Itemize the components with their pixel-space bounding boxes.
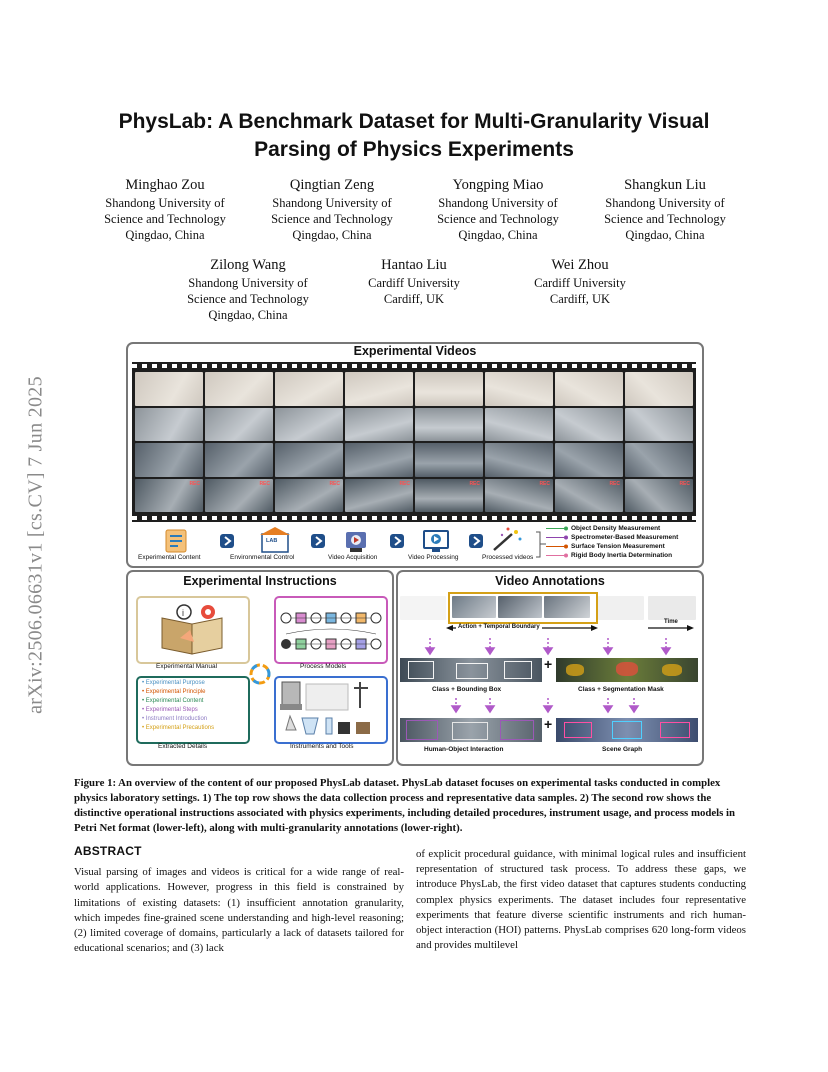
pipeline-row	[128, 526, 702, 564]
video-frame-thumbnail	[135, 372, 203, 406]
title-line-1: PhysLab: A Benchmark Dataset for Multi-Granularity Visual	[118, 110, 710, 133]
hoi-label: Human-Object Interaction	[424, 746, 504, 753]
video-frame-thumbnail	[345, 372, 413, 406]
author-name: Hantao Liu	[381, 257, 447, 273]
video-frame-thumbnail	[205, 479, 273, 513]
interaction-box	[500, 720, 534, 740]
bounding-box-frames	[400, 658, 542, 682]
author-name: Qingtian Zeng	[289, 177, 375, 193]
chevron-right-icon	[220, 534, 234, 548]
video-frame	[598, 596, 644, 620]
manual-box	[136, 596, 250, 664]
author-block	[334, 256, 494, 307]
author-location: Qingdao, China	[625, 228, 705, 242]
rec-indicator: REC	[679, 480, 690, 487]
segmentation-mask	[616, 662, 638, 676]
scene-graph-node	[612, 721, 642, 739]
detail-item	[142, 697, 214, 706]
figure-caption: Figure 1: An overview of the content of our proposed PhysLab dataset. PhysLab dataset focuses on experimental tasks conducted in complex physics laboratory settings. 1) The top row shows the data collection process and representative data samples. 2) The second row shows the distinctive operational instructions associated with physics experiments, including detailed procedures, instrument usage, and process models in Petri Net format (lower-left), along with multi-granularity annotations (lower-right).	[74, 777, 736, 834]
author-affiliation: Cardiff University	[534, 276, 626, 290]
details-list	[142, 679, 214, 733]
segmentation-label: Class + Segmentation Mask	[578, 686, 664, 693]
author-location: Cardiff, UK	[383, 292, 445, 306]
svg-text:i: i	[182, 608, 184, 618]
interaction-box	[452, 722, 488, 740]
bullet-icon	[564, 554, 568, 558]
rec-indicator: REC	[329, 480, 340, 487]
video-frame	[400, 596, 446, 620]
cycle-icon	[246, 660, 274, 688]
video-frame-thumbnail	[415, 372, 483, 406]
video-frame-thumbnail	[275, 372, 343, 406]
instruments-illustration	[276, 678, 386, 742]
time-label: Time	[664, 619, 678, 625]
scene-graph-frames	[556, 718, 698, 742]
video-camera-icon	[346, 532, 366, 552]
bullet-icon	[564, 536, 568, 540]
author-name: Minghao Zou	[125, 177, 205, 193]
hoi-frames	[400, 718, 542, 742]
abstract-right-column	[416, 847, 746, 953]
manual-book-icon	[138, 598, 248, 662]
video-frame	[498, 596, 542, 618]
chevron-right-icon	[469, 534, 483, 548]
abstract-paragraph: Visual parsing of images and videos is critical for a wide range of real-world applications. However, progress in this field is constrained by limitations of existing datasets: (1) insufficient annotation granularity, which impedes fine-grained scene understanding and high-level reasoning; (2) limited coverage of domains, particularly a lack of datasets tailored for educational scenarios; and (3) lack	[74, 866, 404, 955]
author-affiliation: Shandong University of	[188, 276, 308, 290]
video-frame-thumbnail	[625, 372, 693, 406]
interaction-box	[406, 720, 438, 740]
video-frame-thumbnail	[415, 408, 483, 442]
video-frame-thumbnail	[555, 408, 623, 442]
video-frame-thumbnail	[345, 479, 413, 513]
author-affiliation: Science and Technology	[604, 212, 726, 226]
paper-title	[80, 108, 748, 164]
author-block	[418, 176, 578, 243]
film-perforations-bottom	[132, 516, 696, 520]
video-frame-thumbnail	[345, 408, 413, 442]
scene-graph-node	[564, 722, 592, 738]
rec-indicator: REC	[189, 480, 200, 487]
detail-label: Experimental Content	[145, 698, 204, 704]
video-frame-thumbnail	[485, 443, 553, 477]
detail-item	[142, 715, 214, 724]
rec-indicator: REC	[259, 480, 270, 487]
bounding-box	[456, 663, 488, 679]
document-icon	[166, 530, 186, 552]
panel-title: Experimental Instructions	[183, 574, 337, 588]
author-location: Qingdao, China	[125, 228, 205, 242]
petri-net-diagram	[276, 598, 386, 662]
scene-graph-label: Scene Graph	[602, 746, 643, 753]
video-frame-thumbnail	[415, 479, 483, 513]
segmentation-frames	[556, 658, 698, 682]
detail-item	[142, 679, 214, 688]
author-name: Wei Zhou	[551, 257, 609, 273]
experimental-videos-panel	[126, 342, 704, 568]
magic-wand-icon	[494, 528, 522, 551]
pipeline-step-label: Video Processing	[408, 554, 459, 561]
author-affiliation: Science and Technology	[271, 212, 393, 226]
plus-sign: +	[544, 656, 553, 672]
abstract-paragraph: of explicit procedural guidance, with minimal logical rules and insufficient representation of structured task process. To address these gaps, we introduce PhysLab, the first video dataset that captures students conducting complex physics experiments. The dataset includes four representative experiments that feature diverse scientific instruments and rich human-object interaction (HOI) patterns. PhysLab comprises 620 long-form videos and provides multilevel	[416, 848, 746, 952]
author-affiliation: Shandong University of	[438, 196, 558, 210]
bullet-icon: •	[142, 698, 146, 704]
video-frames-grid	[134, 371, 694, 513]
film-perforations-top	[132, 364, 696, 368]
video-frame-thumbnail	[275, 479, 343, 513]
instruments-box	[274, 676, 388, 744]
bullet-icon: •	[142, 707, 146, 713]
bullet-icon	[564, 545, 568, 549]
video-frame-thumbnail	[205, 443, 273, 477]
video-frame-thumbnail	[485, 479, 553, 513]
rec-indicator: REC	[539, 480, 550, 487]
pipeline-step-label: Environmental Control	[230, 554, 295, 561]
detail-item	[142, 724, 214, 733]
video-frame-thumbnail	[205, 372, 273, 406]
chevron-right-icon	[311, 534, 325, 548]
author-name: Shangkun Liu	[624, 177, 706, 193]
experiment-label: Rigid Body Inertia Determination	[571, 552, 673, 559]
segmentation-mask	[566, 664, 584, 676]
manual-label: Experimental Manual	[156, 663, 218, 670]
author-block	[500, 256, 660, 307]
figure-1	[124, 340, 704, 766]
rec-indicator: REC	[609, 480, 620, 487]
pipeline-step-label: Processed videos	[482, 554, 534, 561]
process-models-label: Process Models	[300, 663, 347, 670]
monitor-icon	[424, 531, 448, 552]
action-boundary-label: Action + Temporal Boundary	[458, 624, 540, 630]
video-frame-thumbnail	[415, 443, 483, 477]
bounding-box	[408, 661, 434, 679]
detail-item	[142, 688, 214, 697]
bullet-icon: •	[142, 680, 146, 686]
experimental-instructions-panel	[126, 570, 394, 766]
author-name: Zilong Wang	[210, 257, 286, 273]
video-frame-thumbnail	[555, 443, 623, 477]
video-frame-thumbnail	[625, 479, 693, 513]
segmentation-mask	[662, 664, 682, 676]
author-affiliation: Science and Technology	[437, 212, 559, 226]
process-models-box	[274, 596, 388, 664]
detail-label: Instrument Introduction	[145, 716, 208, 722]
video-frame-thumbnail	[625, 443, 693, 477]
video-frame-thumbnail	[485, 408, 553, 442]
detail-label: Experimental Steps	[145, 707, 198, 713]
author-block	[85, 176, 245, 243]
experiment-label: Object Density Measurement	[571, 525, 661, 532]
author-affiliation: Science and Technology	[187, 292, 309, 306]
author-block	[168, 256, 328, 323]
plus-sign: +	[544, 716, 553, 732]
bullet-icon: •	[142, 689, 146, 695]
pipeline-step-label: Experimental Content	[138, 554, 201, 561]
lab-sign: LAB	[266, 538, 278, 544]
rec-indicator: REC	[399, 480, 410, 487]
video-frame-thumbnail	[135, 479, 203, 513]
bullet-icon: •	[142, 725, 146, 731]
detail-label: Experimental Purpose	[145, 680, 205, 686]
video-frame-thumbnail	[275, 408, 343, 442]
experiment-label: Surface Tension Measurement	[571, 543, 665, 550]
pipeline-step-label: Video Acquisition	[328, 554, 378, 561]
author-block	[252, 176, 412, 243]
video-frame-thumbnail	[555, 372, 623, 406]
author-location: Cardiff, UK	[549, 292, 611, 306]
video-annotations-panel	[396, 570, 704, 766]
instruments-label: Instruments and Tools	[290, 743, 354, 750]
video-frame	[452, 596, 496, 618]
video-frame-thumbnail	[625, 408, 693, 442]
bbox-label: Class + Bounding Box	[432, 686, 502, 693]
bounding-box	[504, 661, 532, 679]
detail-label: Experimental Precautions	[145, 725, 215, 731]
bullet-icon: •	[142, 716, 146, 722]
author-affiliation: Shandong University of	[272, 196, 392, 210]
timeline-strip	[400, 592, 698, 622]
rec-indicator: REC	[469, 480, 480, 487]
video-frame-thumbnail	[485, 372, 553, 406]
annotation-arrows-lower	[398, 694, 702, 718]
panel-title: Experimental Videos	[353, 344, 477, 358]
author-location: Qingdao, China	[458, 228, 538, 242]
panel-title: Video Annotations	[495, 574, 605, 588]
author-affiliation: Cardiff University	[368, 276, 460, 290]
brace-connector	[536, 532, 546, 557]
author-affiliation: Science and Technology	[104, 212, 226, 226]
experiment-label: Spectrometer-Based Measurement	[571, 534, 679, 541]
scene-graph-node	[660, 722, 690, 738]
author-affiliation: Shandong University of	[605, 196, 725, 210]
author-affiliation: Shandong University of	[105, 196, 225, 210]
video-frame-thumbnail	[345, 443, 413, 477]
arxiv-stamp	[14, 330, 58, 770]
abstract-left-column	[74, 844, 404, 956]
video-frame-thumbnail	[135, 408, 203, 442]
abstract-heading: ABSTRACT	[74, 844, 142, 858]
author-name: Yongping Miao	[452, 177, 544, 193]
video-frame-thumbnail	[275, 443, 343, 477]
author-location: Qingdao, China	[208, 308, 288, 322]
arxiv-id: arXiv:2506.06631v1 [cs.CV] 7 Jun 2025	[24, 376, 47, 714]
video-frame-thumbnail	[135, 443, 203, 477]
author-block	[585, 176, 745, 243]
video-frame	[544, 596, 590, 618]
details-label: Extracted Details	[158, 743, 208, 750]
video-frame-thumbnail	[205, 408, 273, 442]
title-line-2: Parsing of Physics Experiments	[254, 138, 574, 161]
bullet-icon	[564, 527, 568, 531]
author-location: Qingdao, China	[292, 228, 372, 242]
video-frame-thumbnail	[555, 479, 623, 513]
film-strip	[132, 362, 696, 522]
video-frame	[648, 596, 696, 620]
detail-label: Experimental Principle	[145, 689, 206, 695]
chevron-right-icon	[390, 534, 404, 548]
detail-item	[142, 706, 214, 715]
